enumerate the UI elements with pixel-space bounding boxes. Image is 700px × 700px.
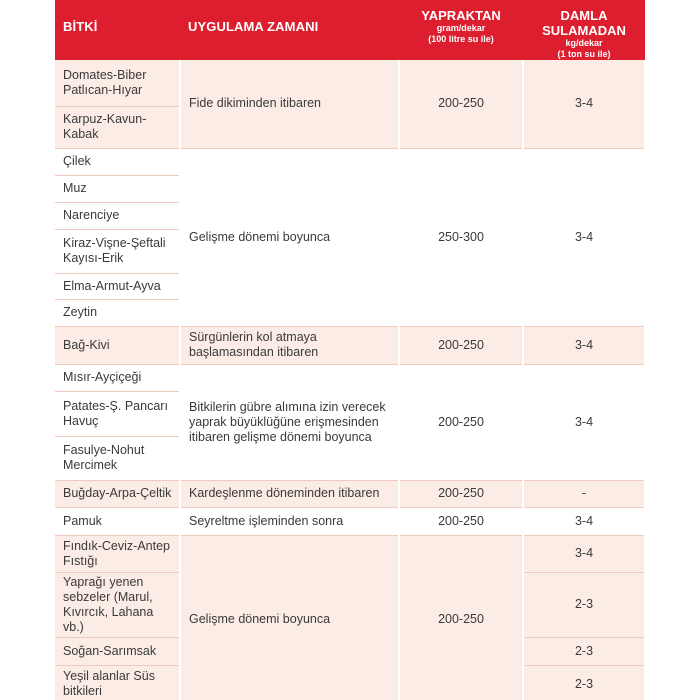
plant-cell: Elma-Armut-Ayva — [55, 273, 180, 299]
plant-cell: Fasulye-Nohut Mercimek — [55, 436, 180, 480]
drip-dose-cell: 3-4 — [523, 326, 645, 364]
header-time-label: UYGULAMA ZAMANI — [188, 19, 319, 34]
header-time — [180, 0, 399, 60]
drip-dose-cell: - — [523, 480, 645, 507]
header-plant-label: BİTKİ — [63, 19, 98, 34]
leaf-dose-cell: 200-250 — [399, 364, 523, 480]
table-row — [55, 60, 645, 106]
table-header — [55, 0, 645, 60]
leaf-dose-cell: 200-250 — [399, 60, 523, 148]
drip-dose-cell: 2-3 — [523, 572, 645, 637]
application-time-cell: Kardeşlenme döneminden itibaren — [180, 480, 399, 507]
plant-cell: Buğday-Arpa-Çeltik — [55, 480, 180, 507]
drip-dose-cell: 3-4 — [523, 60, 645, 148]
application-time-cell: Gelişme dönemi boyunca — [180, 535, 399, 700]
application-time-cell: Fide dikiminden itibaren — [180, 60, 399, 148]
drip-dose-cell: 2-3 — [523, 665, 645, 700]
table-row — [55, 326, 645, 364]
table-row — [55, 480, 645, 507]
drip-dose-cell: 3-4 — [523, 148, 645, 326]
table-body — [55, 60, 645, 700]
leaf-dose-cell: 200-250 — [399, 507, 523, 535]
header-leaf-note: (100 litre su ile) — [428, 34, 494, 44]
header-plant — [55, 0, 180, 60]
plant-cell: Patates-Ş. Pancarı Havuç — [55, 391, 180, 436]
header-leaf-label: YAPRAKTAN — [421, 8, 501, 23]
leaf-dose-cell: 250-300 — [399, 148, 523, 326]
plant-cell: Muz — [55, 175, 180, 202]
header-drip-note: (1 ton su ile) — [557, 49, 611, 59]
plant-cell: Soğan-Sarımsak — [55, 637, 180, 665]
plant-cell: Zeytin — [55, 299, 180, 326]
fertilizer-table-sheet — [55, 0, 645, 700]
header-drip — [523, 0, 645, 60]
drip-dose-cell: 2-3 — [523, 637, 645, 665]
plant-cell: Domates-Biber Patlıcan-Hıyar — [55, 60, 180, 106]
dosage-table — [55, 0, 645, 700]
plant-cell: Mısır-Ayçiçeği — [55, 364, 180, 391]
application-time-cell: Sürgünlerin kol atmaya başlamasından itibaren — [180, 326, 399, 364]
plant-cell: Pamuk — [55, 507, 180, 535]
leaf-dose-cell: 200-250 — [399, 480, 523, 507]
plant-cell: Narenciye — [55, 202, 180, 229]
plant-cell: Karpuz-Kavun-Kabak — [55, 106, 180, 148]
table-row — [55, 535, 645, 572]
application-time-cell: Bitkilerin gübre alımına izin verecek yaprak büyüklüğüne erişmesinden itibaren gelişme dönemi boyunca — [180, 364, 399, 480]
header-drip-label: DAMLA SULAMADAN — [542, 8, 626, 38]
plant-cell: Fındık-Ceviz-Antep Fıstığı — [55, 535, 180, 572]
plant-cell: Yaprağı yenen sebzeler (Marul, Kıvırcık, Lahana vb.) — [55, 572, 180, 637]
table-row — [55, 364, 645, 391]
plant-cell: Kiraz-Vişne-Şeftali Kayısı-Erik — [55, 229, 180, 273]
plant-cell: Çilek — [55, 148, 180, 175]
drip-dose-cell: 3-4 — [523, 364, 645, 480]
leaf-dose-cell: 200-250 — [399, 326, 523, 364]
header-leaf-unit: gram/dekar — [436, 23, 486, 33]
drip-dose-cell: 3-4 — [523, 535, 645, 572]
plant-cell: Yeşil alanlar Süs bitkileri — [55, 665, 180, 700]
table-row — [55, 148, 645, 175]
table-row — [55, 507, 645, 535]
drip-dose-cell: 3-4 — [523, 507, 645, 535]
leaf-dose-cell: 200-250 — [399, 535, 523, 700]
application-time-cell: Gelişme dönemi boyunca — [180, 148, 399, 326]
header-leaf — [399, 0, 523, 60]
header-drip-unit: kg/dekar — [565, 38, 603, 48]
application-time-cell: Seyreltme işleminden sonra — [180, 507, 399, 535]
plant-cell: Bağ-Kivi — [55, 326, 180, 364]
